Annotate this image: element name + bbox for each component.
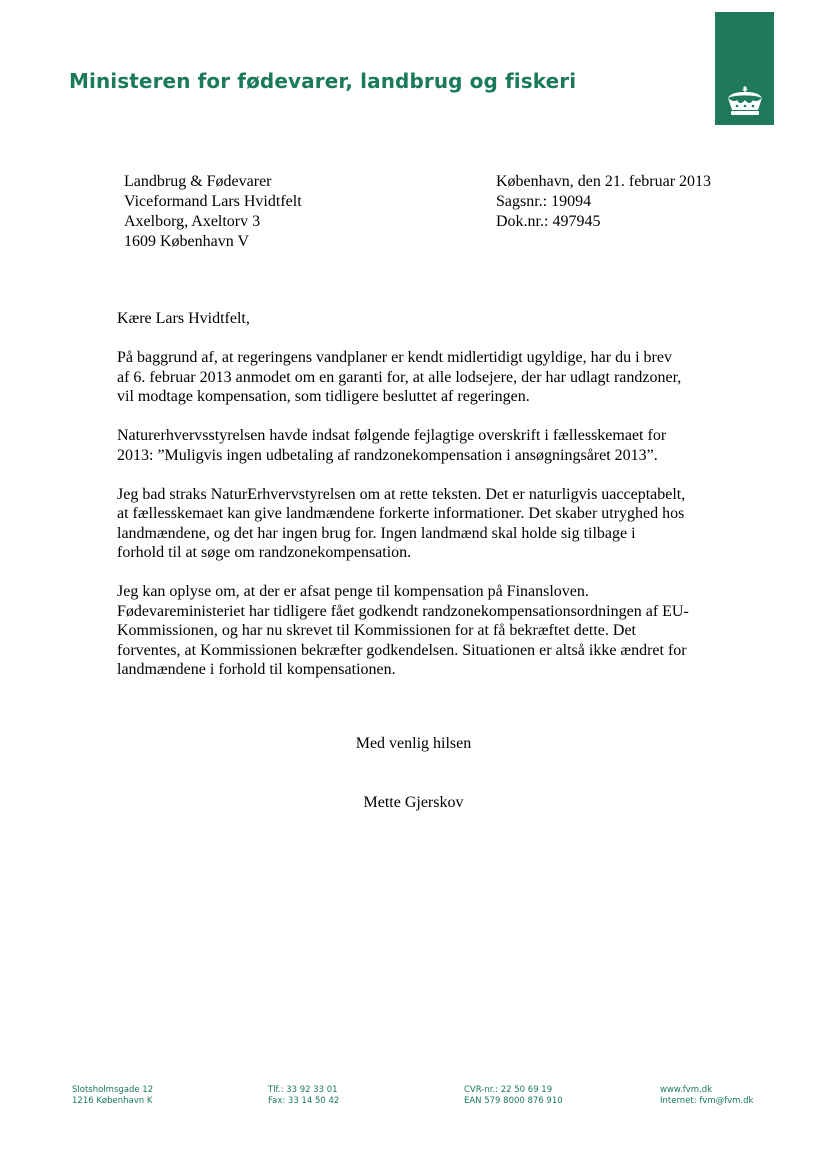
- footer-registration: CVR-nr.: 22 50 69 19 EAN 579 8000 876 910: [464, 1085, 563, 1106]
- paragraph-line: af 6. februar 2013 anmodet om en garanti for, at alle lodsejere, der har udlagt randzoner,: [117, 368, 682, 386]
- recipient-line: Axelborg, Axeltorv 3: [124, 213, 261, 230]
- recipient-line: Viceformand Lars Hvidtfelt: [124, 193, 302, 210]
- paragraph-line: landmændene, og det har ingen brug for. Ingen landmænd skal holde sig tilbage i: [117, 524, 636, 542]
- paragraph-line: På baggrund af, at regeringens vandplaner er kendt midlertidigt ugyldige, har du i brev: [117, 349, 672, 366]
- paragraph-line: vil modtage kompensation, som tidligere besluttet af regeringen.: [117, 388, 530, 405]
- salutation: Kære Lars Hvidtfelt,: [117, 310, 250, 327]
- signature: Mette Gjerskov: [363, 794, 464, 811]
- document-number: Dok.nr.: 497945: [496, 213, 601, 230]
- letter-meta: [496, 172, 711, 232]
- letter-body: [117, 309, 727, 699]
- paragraph-line: at fællesskemaet kan give landmændene forkerte informationer. Det skaber utryghed hos: [117, 505, 685, 522]
- paragraph-line: 2013: ”Muligvis ingen udbetaling af randzonekompensation i ansøgningsåret 2013”.: [117, 446, 658, 464]
- recipient-line: Landbrug & Fødevarer: [124, 173, 272, 190]
- ministry-logo: [715, 12, 774, 125]
- paragraph-line: Kommissionen, og har nu skrevet til Kommissionen for at få bekræftet dette. Det: [117, 622, 636, 639]
- paragraph-line: Fødevareministeriet har tidligere fået godkendt randzonekompensationsordningen af EU-: [117, 602, 689, 620]
- email-link[interactable]: Internet: fvm@fvm.dk: [660, 1096, 754, 1106]
- ministry-title: Ministeren for fødevarer, landbrug og fiskeri: [69, 69, 577, 93]
- paragraph-line: forhold til at søge om randzonekompensation.: [117, 544, 412, 561]
- recipient-line: 1609 København V: [124, 233, 250, 250]
- paragraph-line: Jeg kan oplyse om, at der er afsat penge til kompensation på Finansloven.: [117, 583, 589, 600]
- paragraph-line: landmændene i forhold til kompensationen.: [117, 661, 396, 678]
- closing: Med venlig hilsen: [355, 735, 472, 752]
- paragraph-line: forventes, at Kommissionen bekræfter godkendelsen. Situationen er altså ikke ændret for: [117, 641, 687, 659]
- paragraph-line: Jeg bad straks NaturErhvervstyrelsen om at rette teksten. Det er naturligvis uacceptabelt,: [117, 485, 686, 503]
- footer-phone: Tlf.: 33 92 33 01 Fax: 33 14 50 42: [268, 1085, 340, 1106]
- paragraph: [117, 582, 727, 680]
- letter-date: København, den 21. februar 2013: [496, 173, 712, 190]
- paragraph: [117, 485, 727, 563]
- case-number: Sagsnr.: 19094: [496, 193, 592, 210]
- paragraph-line: Naturerhvervsstyrelsen havde indsat følgende fejlagtige overskrift i fællesskemaet for: [117, 427, 667, 444]
- footer-web: [660, 1085, 753, 1107]
- crown-icon: [724, 86, 766, 118]
- footer-address: Slotsholmsgade 12 1216 København K: [72, 1085, 154, 1106]
- paragraph: [117, 348, 727, 407]
- website-link[interactable]: www.fvm.dk: [660, 1085, 713, 1095]
- paragraph: [117, 426, 727, 465]
- recipient-address: [124, 172, 302, 252]
